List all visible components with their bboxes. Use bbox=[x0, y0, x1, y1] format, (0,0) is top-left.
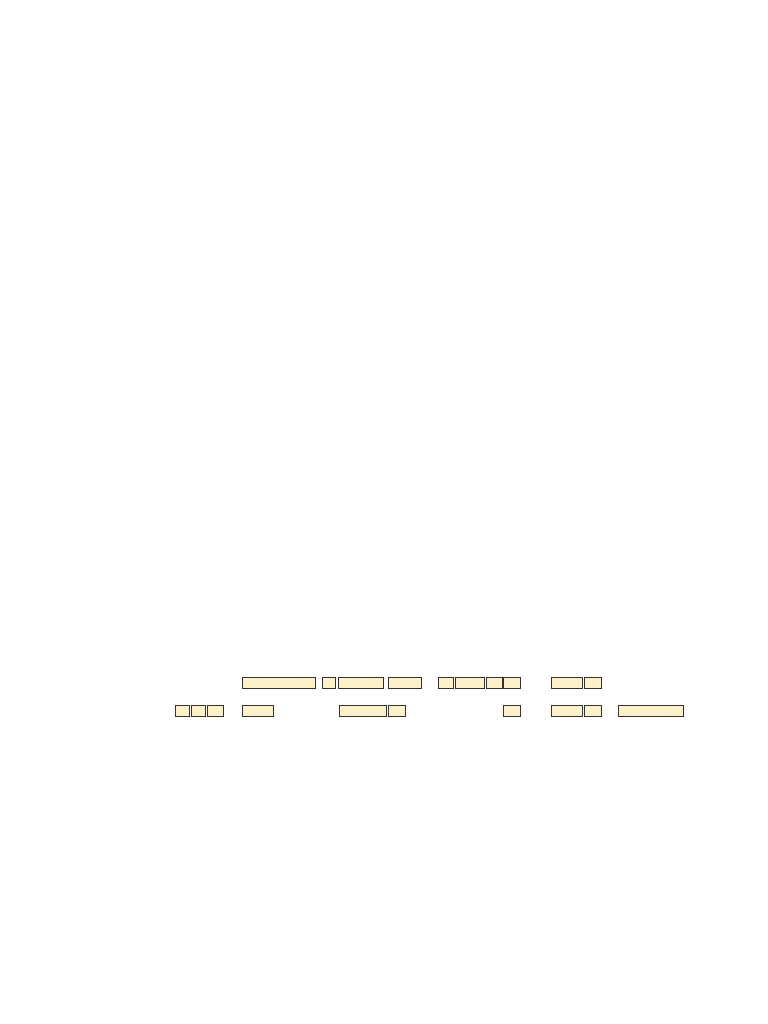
legend-ml bbox=[242, 705, 274, 717]
legend-off bbox=[388, 677, 422, 689]
legend-blank-5 bbox=[207, 705, 224, 717]
legend-al bbox=[322, 677, 336, 689]
legend-ind-off bbox=[503, 677, 521, 689]
legend-rest bbox=[338, 677, 384, 689]
legend-annual-leave bbox=[242, 677, 316, 689]
legend-md-2 bbox=[503, 705, 521, 717]
legend-medicals bbox=[339, 705, 387, 717]
legend-md bbox=[388, 705, 406, 717]
legend-blank-1 bbox=[438, 677, 454, 689]
legend-n bbox=[584, 677, 602, 689]
legend-day bbox=[551, 705, 583, 717]
legend-ind bbox=[486, 677, 503, 689]
legend-maternity bbox=[618, 705, 684, 717]
legend-night bbox=[551, 677, 583, 689]
legend-blank-2 bbox=[455, 677, 485, 689]
legend-d bbox=[584, 705, 602, 717]
legend-blank-4 bbox=[191, 705, 206, 717]
legend-blank-3 bbox=[175, 705, 190, 717]
